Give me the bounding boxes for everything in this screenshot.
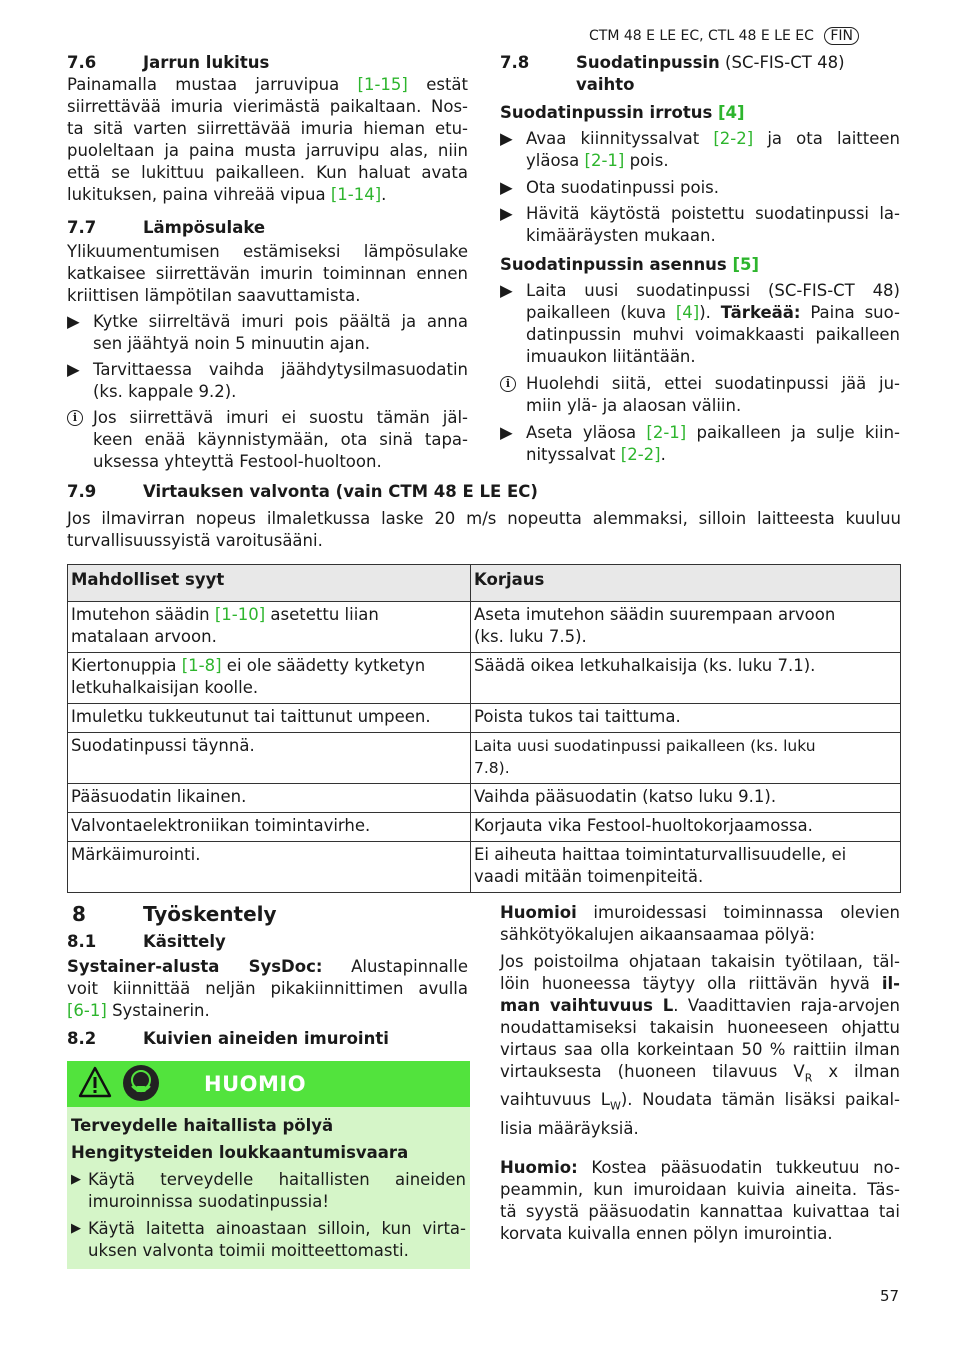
warning-triangle-icon xyxy=(78,1066,112,1098)
page-header xyxy=(589,25,859,47)
section-7-6: 7.6 Jarrun lukitus Painamalla mustaa jarruvipua [1-15] estät siirrettävää imuria vierimästä paikaltaan. Nos- ta sitä varten siirrettävää imuria hieman etu- puoleltaan ja paina musta jarruvipu alas, niin että se lukittuu paikalleen. Kun haluat avata lukituksen, paina vihreää vipua [1-14]. xyxy=(67,53,468,204)
dust-notes: Huomioi imuroidessasi toiminnassa olevien sähkötyökalujen aikaansaamaa pölyä: Jos poistoilma ohjataan takaisin työtilaan, täl- löin huoneessa täytyy olla riittävän hyvä il- man vaihtuvuus L. Vaadittavien raja-arvojen noudattamiseksi takaisin huoneeseen ohjattu virtaus saa olla korkeintaan 50 % raittiin ilman virtauksesta (huoneen tilavuus $V_R$ x ilman vaihtuvuus $L_W$). Noudata tämän lisäksi paikal- lisia määräyksiä. Huomio: Kostea pääsuodatin tukkeutuu no- peammin, kun imuroidaan kuivia aineita. Täs- tä syystä pääsuodatin kannattaa kuivattaa tai korvata kuivalla ennen pölyn imurointia. xyxy=(500,903,901,1243)
page-number: 57 xyxy=(880,1287,900,1305)
table-row: Pääsuodatin likainen. Vaihda pääsuodatin (katso luku 9.1). xyxy=(68,784,901,813)
info-icon: i xyxy=(67,410,83,426)
section-7-9: 7.9 Virtauksen valvonta (vain CTM 48 E LE EC) Jos ilmavirran nopeus ilmaletkussa laske 20 m/s nopeutta alemmaksi, silloin laitteesta kuuluu turvallisuussyistä varoitusääni. xyxy=(67,482,901,550)
warning-header xyxy=(67,1061,470,1107)
arrow-bullet-icon: ▶ xyxy=(500,281,513,300)
heading-8-1: 8.1 Käsittely xyxy=(67,932,226,951)
list-item: ▶ Laita uusi suodatinpussi (SC-FIS-CT 48) paikalleen (kuva [4]). Tärkeää: Paina suo- datinpussin muhvi voimakkaasti paikalleen imuaukon liitäntään. xyxy=(500,281,900,366)
table-row: Imutehon säädin [1-10] asetettu liian matalaan arvoon. Aseta imutehon säädin suurempaan arvoon (ks. luku 7.5). xyxy=(68,602,901,653)
heading-8-2: 8.2 Kuivien aineiden imurointi xyxy=(67,1029,389,1048)
arrow-bullet-icon: ▶ xyxy=(500,178,513,197)
list-item: ▶ Käytä terveydelle haitallisten aineiden imuroinnissa suodatinpussia! xyxy=(71,1170,466,1211)
column-header-causes: Mahdolliset syyt xyxy=(68,565,471,602)
warning-title: HUOMIO xyxy=(204,1072,307,1096)
removal-subheading: Suodatinpussin irrotus [4] xyxy=(500,103,745,122)
list-item: ▶ Aseta yläosa [2-1] paikalleen ja sulje kiin- nityssalvat [2-2]. xyxy=(500,423,900,464)
list-item: ▶ Kytke siirreltävä imuri pois päältä ja anna sen jäähtyä noin 5 minuutin ajan. xyxy=(67,312,468,353)
heading-8: 8 Työskentely xyxy=(72,902,277,926)
ref-1-15: [1-15] xyxy=(357,75,408,94)
info-note: i Huolehdi siitä, ettei suodatinpussi jää ju- miin ylä- ja alaosan väliin. xyxy=(500,373,900,417)
list-item: ▶ Käytä laitetta ainoastaan silloin, kun virta- uksen valvonta toimii moitteettomasti. xyxy=(71,1219,466,1260)
ref-1-14: [1-14] xyxy=(330,185,382,204)
arrow-bullet-icon: ▶ xyxy=(500,204,513,223)
troubleshooting-table xyxy=(67,564,901,893)
section-8-1: 8.1 Käsittely Systainer-alusta SysDoc: Alustapinnalle voit kiinnittää neljän pikakiinnittimen avulla [6-1] Systainerin. 8.2 Kuivien aineiden imurointi xyxy=(67,932,468,1048)
warning-box: HUOMIO Terveydelle haitallista pölyä Hengitysteiden loukkaantumisvaara ▶ Käytä terveydelle haitallisten aineiden imuroinnissa suodatinpussia! ▶ Käytä laitetta ainoastaan silloin, kun virta- uksen valvonta toimii moitteettomasti. xyxy=(67,1061,470,1269)
table-row: Suodatinpussi täynnä. Laita uusi suodatinpussi paikalleen (ks. luku 7.8). xyxy=(68,733,901,784)
arrow-bullet-icon: ▶ xyxy=(67,312,80,331)
heading-7-9: 7.9 Virtauksen valvonta (vain CTM 48 E LE EC) xyxy=(67,482,538,501)
info-note: i Jos siirrettävä imuri ei suostu tämän jäl- keen enää käynnistymään, ota sinä tapa- uksessa yhteyttä Festool-huoltoon. xyxy=(67,407,468,473)
heading-7-8: 7.8 Suodatinpussin (SC-FIS-CT 48) xyxy=(500,53,845,72)
arrow-bullet-icon: ▶ xyxy=(500,129,513,148)
list-item: ▶ Ota suodatinpussi pois. xyxy=(500,178,720,197)
arrow-bullet-icon: ▶ xyxy=(500,423,513,442)
table-header-row xyxy=(68,565,901,602)
language-badge: FIN xyxy=(824,27,859,45)
model-name: CTM 48 E LE EC, CTL 48 E LE EC xyxy=(589,28,814,44)
arrow-bullet-icon: ▶ xyxy=(71,1172,81,1187)
list-item: ▶ Hävitä käytöstä poistettu suodatinpussi la- kimääräysten mukaan. xyxy=(500,204,900,245)
list-item: ▶ Avaa kiinnityssalvat [2-2] ja ota laitteen yläosa [2-1] pois. xyxy=(500,129,900,170)
column-header-remedy: Korjaus xyxy=(471,565,901,602)
arrow-bullet-icon: ▶ xyxy=(71,1221,81,1236)
section-7-8: 7.8 Suodatinpussin (SC-FIS-CT 48) vaihto Suodatinpussin irrotus [4] ▶ Avaa kiinnityssalvat [2-2] ja ota laitteen yläosa [2-1] pois. ▶ Ota suodatinpussi pois. ▶ Hävitä käytöstä poistettu suodatinpussi la- kimääräysten mukaan. Suodatinpussin asennus [5] ▶ Laita uusi suodatinpussi (SC-FIS-CT 48) paikalleen (kuva [4]). Tärkeää: Paina suo- datinpussin muhvi voimakkaasti paikalleen imuaukon liitäntään. i Huolehdi siitä, ettei suodatinpussi jää ju- miin ylä- ja alaosan väliin. ▶ Aseta yläosa [2-1] paikalleen ja sulje kiin- nityssalvat [2-2]. xyxy=(500,53,900,464)
table-row: Kiertonuppia [1-8] ei ole säädetty kytketyn letkuhalkaisijan koolle. Säädä oikea letkuhalkaisija (ks. luku 7.1). xyxy=(68,653,901,704)
arrow-bullet-icon: ▶ xyxy=(67,360,80,379)
table-row: Märkäimurointi. Ei aiheuta haittaa toimintaturvallisuudelle, ei vaadi mitään toimenpiteitä. xyxy=(68,842,901,893)
respirator-mask-icon xyxy=(122,1064,160,1102)
heading-7-6: 7.6 Jarrun lukitus xyxy=(67,53,270,72)
install-subheading: Suodatinpussin asennus [5] xyxy=(500,255,760,274)
section-7-7: 7.7 Lämpösulake Ylikuumentumisen estämiseksi lämpösulake katkaisee siirrettävän imurin toiminnan ennen kriittisen lämpötilan saavuttamista. ▶ Kytke siirreltävä imuri pois päältä ja anna sen jäähtyä noin 5 minuutin ajan. ▶ Tarvittaessa vaihda jäähdytysilmasuodatin (ks. kappale 9.2). i Jos siirrettävä imuri ei suostu tämän jäl- keen enää käynnistymään, ota sinä tapa- uksessa yhteyttä Festool-huoltoon. xyxy=(67,218,468,471)
heading-7-7: 7.7 Lämpösulake xyxy=(67,218,266,237)
info-icon: i xyxy=(500,376,516,392)
table-row: Imuletku tukkeutunut tai taittunut umpeen. Poista tukos tai taittuma. xyxy=(68,704,901,733)
table-row: Valvontaelektroniikan toimintavirhe. Korjauta vika Festool-huoltokorjaamossa. xyxy=(68,813,901,842)
list-item: ▶ Tarvittaessa vaihda jäähdytysilmasuodatin (ks. kappale 9.2). xyxy=(67,360,468,401)
